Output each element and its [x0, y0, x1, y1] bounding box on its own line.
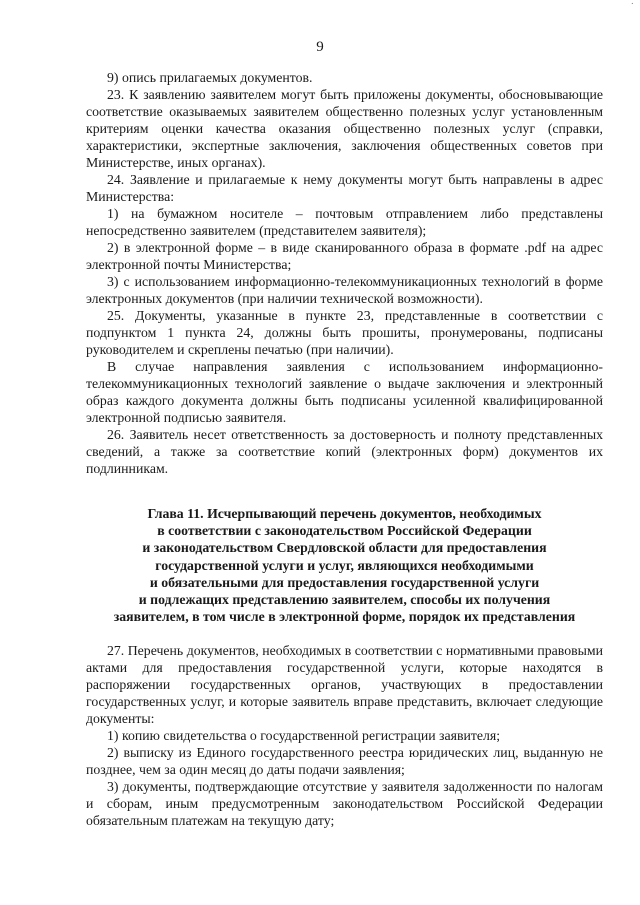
scan-speck: ˙ — [630, 2, 634, 13]
paragraph: 1) на бумажном носителе – почтовым отправлением либо представлены непосредственно заявителем (представителем заявителя); — [86, 206, 603, 238]
paragraph: 1) копию свидетельства о государственной регистрации заявителя; — [107, 728, 501, 743]
paragraph: 23. К заявлению заявителем могут быть приложены документы, обосновывающие соответствие оказываемых заявителем общественно полезных услуг установленным критериям оценки качества оказания общественно полезных услуг (справки, характеристики, экспертные заключения, заключения общественных советов при Министерстве, иных органах). — [86, 87, 603, 170]
heading-line: заявителем, в том числе в электронной форме, порядок их представления — [113, 609, 576, 625]
paragraph: 25. Документы, указанные в пункте 23, представленные в соответствии с подпунктом 1 пункта 24, должны быть прошиты, пронумерованы, подписаны руководителем и скреплены печатью (при наличии). — [86, 308, 603, 357]
heading-line: в соответствии с законодательством Российской Федерации — [157, 523, 532, 539]
paragraph: В случае направления заявления с использованием информационно-телекоммуникационных технологий заявление о выдаче заключения и электронный образ каждого документа должны быть подписаны усиленной квалифицированной электронной подписью заявителя. — [86, 359, 603, 425]
paragraph: 3) с использованием информационно-телекоммуникационных технологий в форме электронных документов (при наличии технической возможности). — [86, 274, 603, 306]
heading-line: и законодательством Свердловской области для предоставления — [142, 540, 547, 556]
heading-line: и обязательными для предоставления государственной услуги — [149, 574, 540, 590]
chapter-heading — [86, 505, 603, 625]
heading-line: Глава 11. Исчерпывающий перечень документов, необходимых — [147, 506, 542, 521]
paragraph: 9) опись прилагаемых документов. — [107, 70, 313, 85]
heading-line: и подлежащих представлению заявителем, способы их получения — [138, 592, 551, 608]
heading-line: государственной услуги и услуг, являющихся необходимыми — [155, 557, 534, 573]
paragraph: 2) в электронной форме – в виде сканированного образа в формате .pdf на адрес электронной почты Министерства; — [86, 240, 603, 272]
paragraph: 3) документы, подтверждающие отсутствие у заявителя задолженности по налогам и сборам, иным предусмотренным законодательством Российской Федерации обязательным платежам на текущую дату; — [86, 779, 603, 828]
paragraph: 24. Заявление и прилагаемые к нему документы могут быть направлены в адрес Министерства: — [86, 172, 603, 204]
page-number: 9 — [316, 39, 324, 55]
body-text-top — [86, 69, 603, 477]
paragraph: 2) выписку из Единого государственного реестра юридических лиц, выданную не позднее, чем за один месяц до даты подачи заявления; — [86, 745, 603, 777]
body-text-bottom — [86, 642, 603, 829]
paragraph: 27. Перечень документов, необходимых в соответствии с нормативными правовыми актами для предоставления государственной услуги, которые находятся в распоряжении государственных органов, участвующих в предоставлении государственных услуг, и которые заявитель вправе представить, включает следующие документы: — [86, 643, 603, 726]
paragraph: 26. Заявитель несет ответственность за достоверность и полноту представленных сведений, а также за соответствие копий (электронных форм) документов их подлинникам. — [86, 427, 603, 476]
